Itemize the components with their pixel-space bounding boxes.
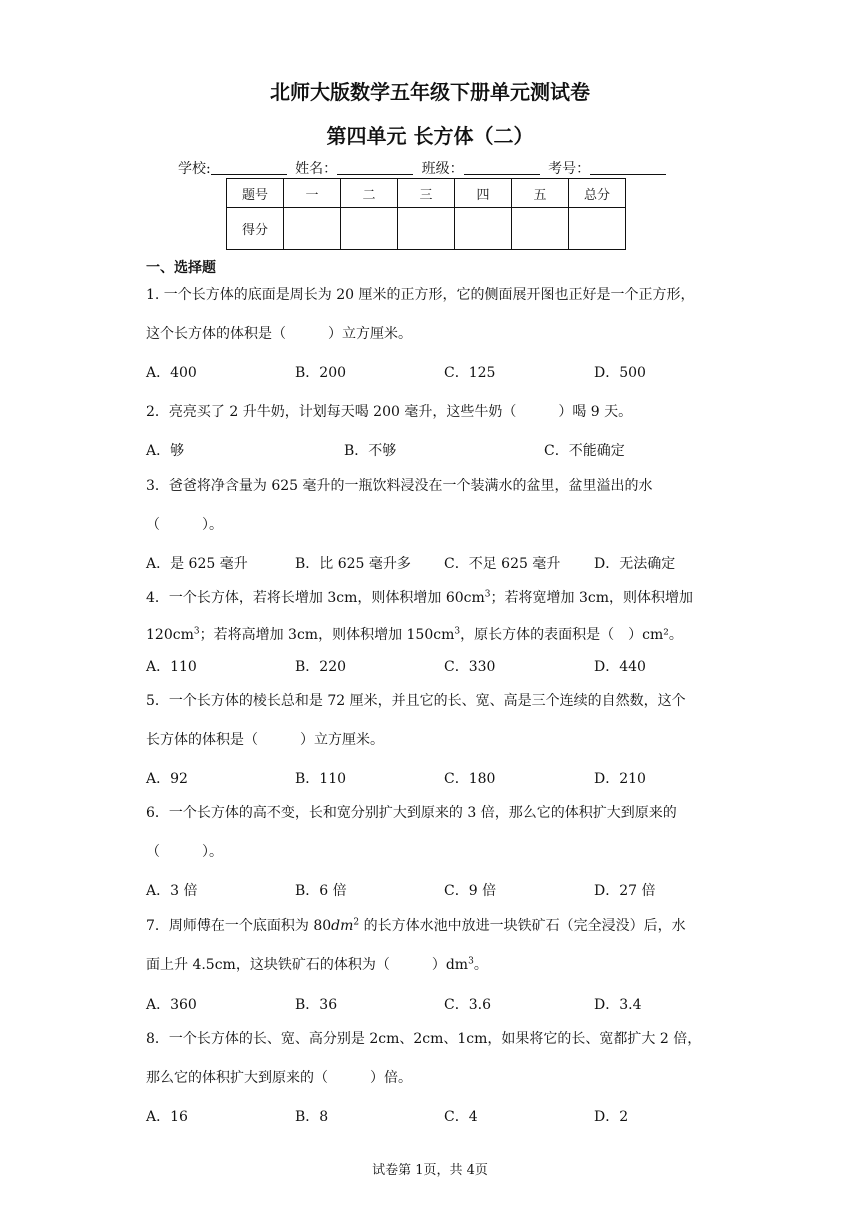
- question-3-line-2: （ ）。: [146, 517, 223, 533]
- q6-option-b[interactable]: B．6 倍: [295, 883, 347, 899]
- q7-exponent: 2: [353, 917, 360, 928]
- q2-option-b[interactable]: B．不够: [344, 443, 397, 459]
- q5-option-d[interactable]: D．210: [594, 771, 646, 787]
- question-5-line-1: 5．一个长方体的棱长总和是 72 厘米，并且它的长、宽、高是三个连续的自然数，这个: [146, 693, 686, 709]
- exam-number-blank: [590, 160, 666, 175]
- q4-text: 120: [146, 627, 173, 643]
- school-blank: [211, 160, 287, 175]
- q4-text: ；若将宽增加 3cm，则体积增加: [490, 590, 693, 606]
- q7-text: 的长方体水池中放进一块铁矿石（完全浸没）后，水: [359, 918, 686, 934]
- q7-option-d[interactable]: D．3.4: [594, 997, 642, 1013]
- q6-option-d[interactable]: D．27 倍: [594, 883, 656, 899]
- q4-option-a[interactable]: A．110: [146, 659, 197, 675]
- question-5-line-2: 长方体的体积是（ ）立方厘米。: [146, 732, 384, 748]
- student-info-line: [178, 158, 670, 178]
- score-cell[interactable]: [569, 208, 626, 250]
- q4-unit: cm: [172, 627, 194, 643]
- question-3-line-1: 3．爸爸将净含量为 625 毫升的一瓶饮料浸没在一个装满水的盆里，盆里溢出的水: [146, 478, 653, 494]
- q8-option-d[interactable]: D．2: [594, 1109, 629, 1125]
- q1-option-b[interactable]: B．200: [295, 365, 347, 381]
- score-table-header: 四: [455, 179, 512, 208]
- score-cell[interactable]: [398, 208, 455, 250]
- q4-option-b[interactable]: B．220: [295, 659, 347, 675]
- question-1-line-1: 1. 一个长方体的底面是周长为 20 厘米的正方形，它的侧面展开图也正好是一个正方形，: [146, 287, 695, 303]
- q7-text: 。: [473, 957, 488, 973]
- q4-unit: cm: [463, 590, 485, 606]
- score-table-header: 总分: [569, 179, 626, 208]
- question-8-line-1: 8．一个长方体的长、宽、高分别是 2cm、2cm、1cm，如果将它的长、宽都扩大 2 倍，: [146, 1031, 702, 1047]
- question-8-line-2: 那么它的体积扩大到原来的（ ）倍。: [146, 1070, 412, 1086]
- class-blank: [464, 160, 540, 175]
- q8-option-a[interactable]: A．16: [146, 1109, 188, 1125]
- q4-text: ，原长方体的表面积是（ ）cm²。: [460, 627, 683, 643]
- score-table-header: 五: [512, 179, 569, 208]
- q3-option-d[interactable]: D．无法确定: [594, 556, 676, 572]
- q4-unit: cm: [433, 627, 455, 643]
- section-title: 一、选择题: [146, 260, 216, 276]
- score-cell[interactable]: [284, 208, 341, 250]
- score-cell[interactable]: [512, 208, 569, 250]
- question-4-line-1: [146, 587, 693, 607]
- score-row-label: 得分: [227, 208, 284, 250]
- q4-text: ；若将高增加 3cm，则体积增加 150: [199, 627, 434, 643]
- q7-option-a[interactable]: A．360: [146, 997, 197, 1013]
- q7-text: 面上升 4.5cm，这块铁矿石的体积为（ ）dm: [146, 957, 469, 973]
- page-footer: 试卷第 1页，共 4页: [372, 1163, 488, 1178]
- q6-option-a[interactable]: A．3 倍: [146, 883, 198, 899]
- score-table-header: 一: [284, 179, 341, 208]
- q4-exponent: 3: [484, 589, 491, 600]
- score-table-header: 二: [341, 179, 398, 208]
- q4-exponent: 3: [454, 626, 461, 637]
- score-table: [226, 178, 626, 250]
- q6-option-c[interactable]: C．9 倍: [444, 883, 497, 899]
- q3-option-c[interactable]: C．不足 625 毫升: [444, 556, 561, 572]
- q7-unit: dm: [331, 918, 354, 934]
- q5-option-c[interactable]: C．180: [444, 771, 496, 787]
- q2-option-c[interactable]: C．不能确定: [544, 443, 625, 459]
- q5-option-b[interactable]: B．110: [295, 771, 347, 787]
- exam-number-label: 考号：: [548, 161, 591, 177]
- question-6-line-1: 6．一个长方体的高不变，长和宽分别扩大到原来的 3 倍，那么它的体积扩大到原来的: [146, 805, 677, 821]
- name-blank: [337, 160, 413, 175]
- q1-option-c[interactable]: C．125: [444, 365, 496, 381]
- class-label: 班级：: [421, 161, 464, 177]
- q4-text: 4．一个长方体，若将长增加 3cm，则体积增加 60: [146, 590, 464, 606]
- question-7-line-1: [146, 915, 686, 935]
- unit-subtitle: 第四单元 长方体（二）: [326, 124, 534, 148]
- q7-text: 7．周师傅在一个底面积为 80: [146, 918, 332, 934]
- q3-option-b[interactable]: B．比 625 毫升多: [295, 556, 411, 572]
- q7-option-b[interactable]: B．36: [295, 997, 338, 1013]
- question-1-line-2: 这个长方体的体积是（ ）立方厘米。: [146, 326, 412, 342]
- q4-option-d[interactable]: D．440: [594, 659, 646, 675]
- q5-option-a[interactable]: A．92: [146, 771, 188, 787]
- score-table-header: 题号: [227, 179, 284, 208]
- score-table-score-row: [227, 208, 626, 250]
- q8-option-c[interactable]: C．4: [444, 1109, 478, 1125]
- school-label: 学校:: [178, 161, 211, 177]
- q3-option-a[interactable]: A．是 625 毫升: [146, 556, 248, 572]
- score-cell[interactable]: [341, 208, 398, 250]
- q4-exponent: 3: [193, 626, 200, 637]
- name-label: 姓名：: [295, 161, 338, 177]
- q1-option-d[interactable]: D．500: [594, 365, 646, 381]
- score-table-header-row: [227, 179, 626, 208]
- page-title: 北师大版数学五年级下册单元测试卷: [270, 80, 590, 104]
- question-6-line-2: （ ）。: [146, 844, 223, 860]
- question-2-line-1: 2．亮亮买了 2 升牛奶，计划每天喝 200 毫升，这些牛奶（ ）喝 9 天。: [146, 404, 633, 420]
- q7-option-c[interactable]: C．3.6: [444, 997, 491, 1013]
- q8-option-b[interactable]: B．8: [295, 1109, 329, 1125]
- q2-option-a[interactable]: A．够: [146, 443, 185, 459]
- q7-exponent: 3: [468, 956, 474, 967]
- question-7-line-2: [146, 954, 488, 974]
- question-4-line-2: [146, 624, 683, 644]
- score-table-header: 三: [398, 179, 455, 208]
- score-cell[interactable]: [455, 208, 512, 250]
- q1-option-a[interactable]: A．400: [146, 365, 197, 381]
- q4-option-c[interactable]: C．330: [444, 659, 496, 675]
